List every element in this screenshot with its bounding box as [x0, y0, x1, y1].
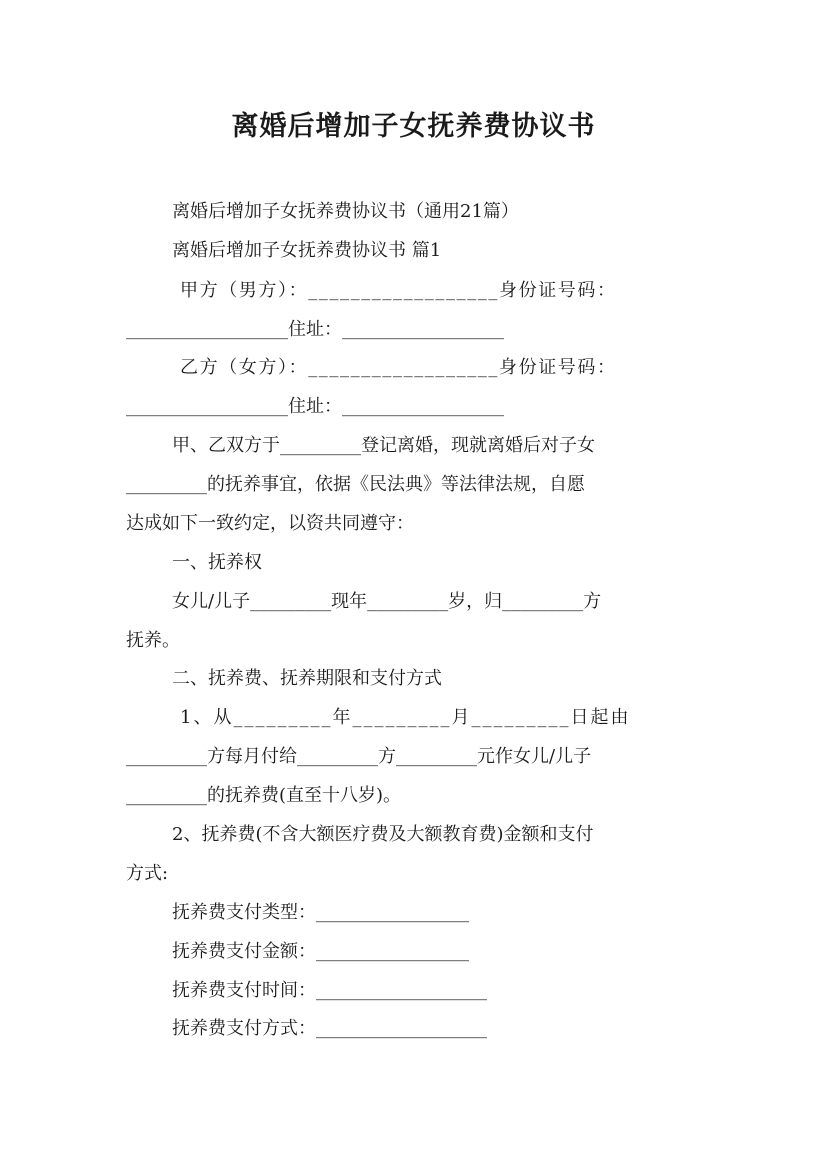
paragraph-line: _________的抚养事宜，依据《民法典》等法律法规，自愿 [126, 474, 585, 495]
payment-time-line: 抚养费支付时间：___________________ [172, 980, 487, 1001]
party-b-text: 乙方（女方）：__________________身份证号码： [180, 357, 617, 378]
document-title: 离婚后增加子女抚养费协议书 [231, 111, 596, 142]
paragraph-line: _________方每月付给_________方_________元作女儿/儿子 [126, 746, 592, 767]
party-b-line [180, 355, 700, 381]
payment-amount-line: 抚养费支付金额：_________________ [172, 941, 469, 962]
payment-method-line: 抚养费支付方式：___________________ [172, 1018, 487, 1039]
paragraph-line: 女儿/儿子_________现年_________岁，归_________方 [172, 591, 602, 612]
party-a-address-line: __________________住址：__________________ [126, 319, 504, 340]
subtitle-line: 离婚后增加子女抚养费协议书（通用21篇） [172, 201, 519, 222]
paragraph-line: 1、从_________年_________月_________日起由 [180, 707, 631, 728]
paragraph-line: 2、抚养费(不含大额医疗费及大额教育费)金额和支付 [172, 824, 594, 845]
section-heading: 离婚后增加子女抚养费协议书 篇1 [172, 240, 442, 261]
party-b-address-line: __________________住址：__________________ [126, 396, 504, 417]
paragraph-line: 达成如下一致约定，以资共同遵守： [126, 513, 414, 534]
paragraph-line: 抚养。 [126, 630, 180, 651]
section-heading: 一、抚养权 [172, 552, 262, 573]
paragraph-line: 方式: [126, 863, 169, 884]
party-a-line [180, 278, 700, 304]
payment-type-line: 抚养费支付类型：_________________ [172, 902, 469, 923]
party-a-text: 甲方（男方）：__________________身份证号码： [180, 280, 617, 301]
section-heading: 二、抚养费、抚养期限和支付方式 [172, 668, 442, 689]
paragraph-line: 甲、乙双方于_________登记离婚，现就离婚后对子女 [172, 435, 595, 456]
paragraph-line: _________的抚养费(直至十八岁)。 [126, 785, 402, 806]
